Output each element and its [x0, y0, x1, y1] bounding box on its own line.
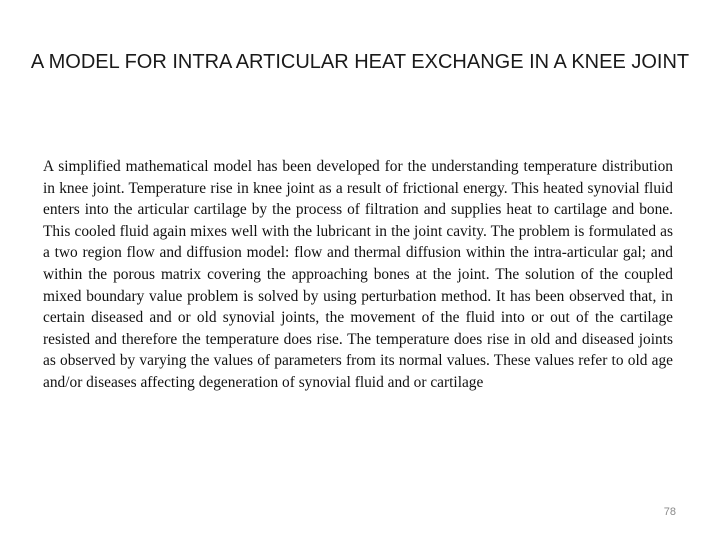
- page-number: 78: [663, 506, 676, 518]
- slide-title: A MODEL FOR INTRA ARTICULAR HEAT EXCHANGE IN A KNEE JOINT: [30, 51, 690, 73]
- slide-body-paragraph: A simplified mathematical model has been developed for the understanding temperature distribution in knee joint. Temperature rise in knee joint as a result of frictional energy. This heated synovial fluid enters into the articular cartilage by the process of filtration and supplies heat to cartilage and bone. This cooled fluid again mixes well with the lubricant in the joint cavity. The problem is formulated as a two region flow and diffusion model: flow and thermal diffusion within the intra-articular gal; and within the porous matrix covering the approaching bones at the joint. The solution of the coupled mixed boundary value problem is solved by using perturbation method. It has been observed that, in certain diseased and or old synovial joints, the movement of the fluid into or out of the cartilage resisted and therefore the temperature does rise. The temperature does rise in old and diseased joints as observed by varying the values of parameters from its normal values. These values refer to old age and/or diseases affecting degeneration of synovial fluid and or cartilage: [43, 158, 673, 391]
